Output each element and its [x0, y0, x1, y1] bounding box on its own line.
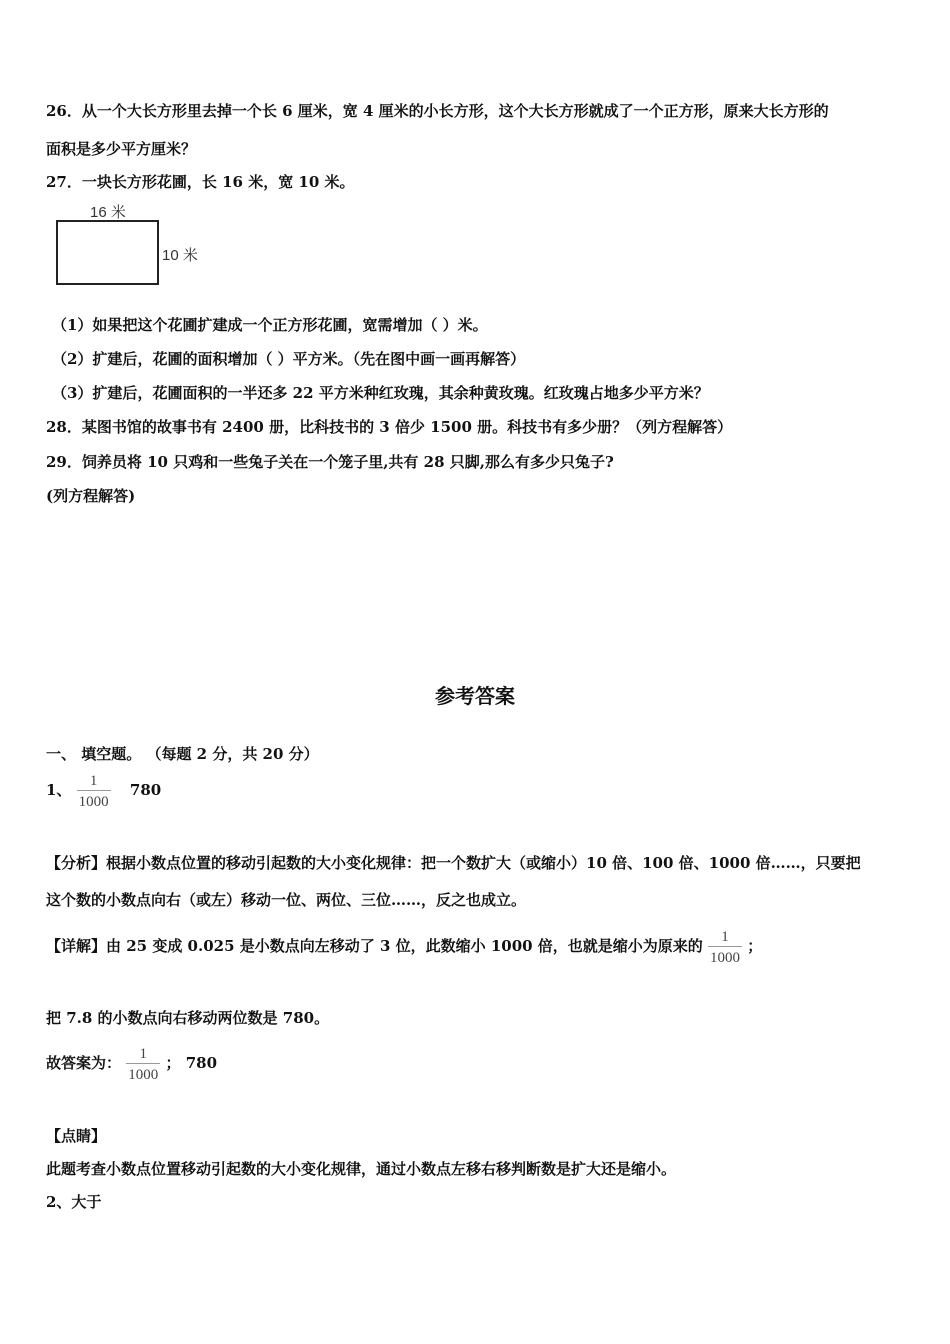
answer-title: 参考答案	[435, 684, 515, 708]
fraction-1-1000	[77, 772, 111, 811]
answer-1-prefix: 1、	[46, 781, 72, 799]
q28-text: 28．某图书馆的故事书有 2400 册，比科技书的 3 倍少 1500 册。科技书有多少册？（列方程解答）	[46, 418, 733, 436]
answer-1-row	[46, 770, 910, 811]
q27-part1: （1）如果把这个花圃扩建成一个正方形花圃，宽需增加（ ）米。	[52, 316, 488, 334]
fraction-numerator: 1	[89, 772, 98, 789]
q26-line2: 面积是多少平方厘米？	[46, 140, 197, 158]
q26-line1: 26．从一个大长方形里去掉一个长 6 厘米，宽 4 厘米的小长方形，这个大长方形就成了一个正方形，原来大长方形的	[46, 102, 829, 120]
width-label: 10 米	[162, 247, 198, 264]
analysis-line1: 【分析】根据小数点位置的移动引起数的大小变化规律：把一个数扩大（或缩小）10 倍、100 倍、1000 倍……，只要把	[46, 854, 861, 872]
fraction-1-1000	[126, 1045, 160, 1084]
final-value: 780	[185, 1054, 218, 1072]
fraction-1-1000	[708, 928, 742, 967]
detail-row	[46, 922, 910, 970]
q29-note: (列方程解答)	[46, 487, 136, 505]
q29-text: 29．饲养员将 10 只鸡和一些兔子关在一个笼子里,共有 28 只脚,那么有多少只兔子?	[46, 453, 614, 471]
length-label: 16 米	[90, 204, 126, 221]
analysis-line2: 这个数的小数点向右（或左）移动一位、两位、三位……，反之也成立。	[46, 891, 527, 909]
answer-1-value: 780	[129, 781, 162, 799]
fraction-denominator: 1000	[126, 1063, 160, 1084]
comment-text: 此题考查小数点位置移动引起数的大小变化规律，通过小数点左移右移判断数是扩大还是缩小。	[46, 1160, 677, 1178]
comment-label: 【点睛】	[46, 1127, 107, 1145]
answer-2: 2、大于	[46, 1193, 102, 1211]
fraction-denominator: 1000	[77, 790, 111, 811]
fraction-numerator: 1	[721, 928, 729, 945]
q27-part2: （2）扩建后，花圃的面积增加（ ）平方米。（先在图中画一画再解答）	[52, 350, 526, 368]
section-heading: 一、 填空题。 （每题 2 分，共 20 分）	[46, 745, 319, 763]
final-prefix: 故答案为：	[46, 1054, 122, 1072]
q27-text: 27．一块长方形花圃，长 16 米，宽 10 米。	[46, 173, 355, 191]
step-2: 把 7.8 的小数点向右移动两位数是 780。	[46, 1009, 330, 1027]
fraction-numerator: 1	[139, 1045, 147, 1062]
detail-text: 【详解】由 25 变成 0.025 是小数点向左移动了 3 位，此数缩小 1000 倍，也就是缩小为原来的	[46, 937, 703, 955]
q27-part3: （3）扩建后，花圃面积的一半还多 22 平方米种红玫瑰，其余种黄玫瑰。红玫瑰占地多少平方米？	[52, 384, 709, 402]
garden-rectangle	[57, 221, 158, 284]
detail-end: ；	[747, 937, 763, 955]
final-answer-row	[46, 1040, 910, 1086]
fraction-denominator: 1000	[708, 946, 742, 967]
final-sep: ；	[165, 1054, 181, 1072]
garden-rectangle-diagram	[56, 203, 216, 293]
